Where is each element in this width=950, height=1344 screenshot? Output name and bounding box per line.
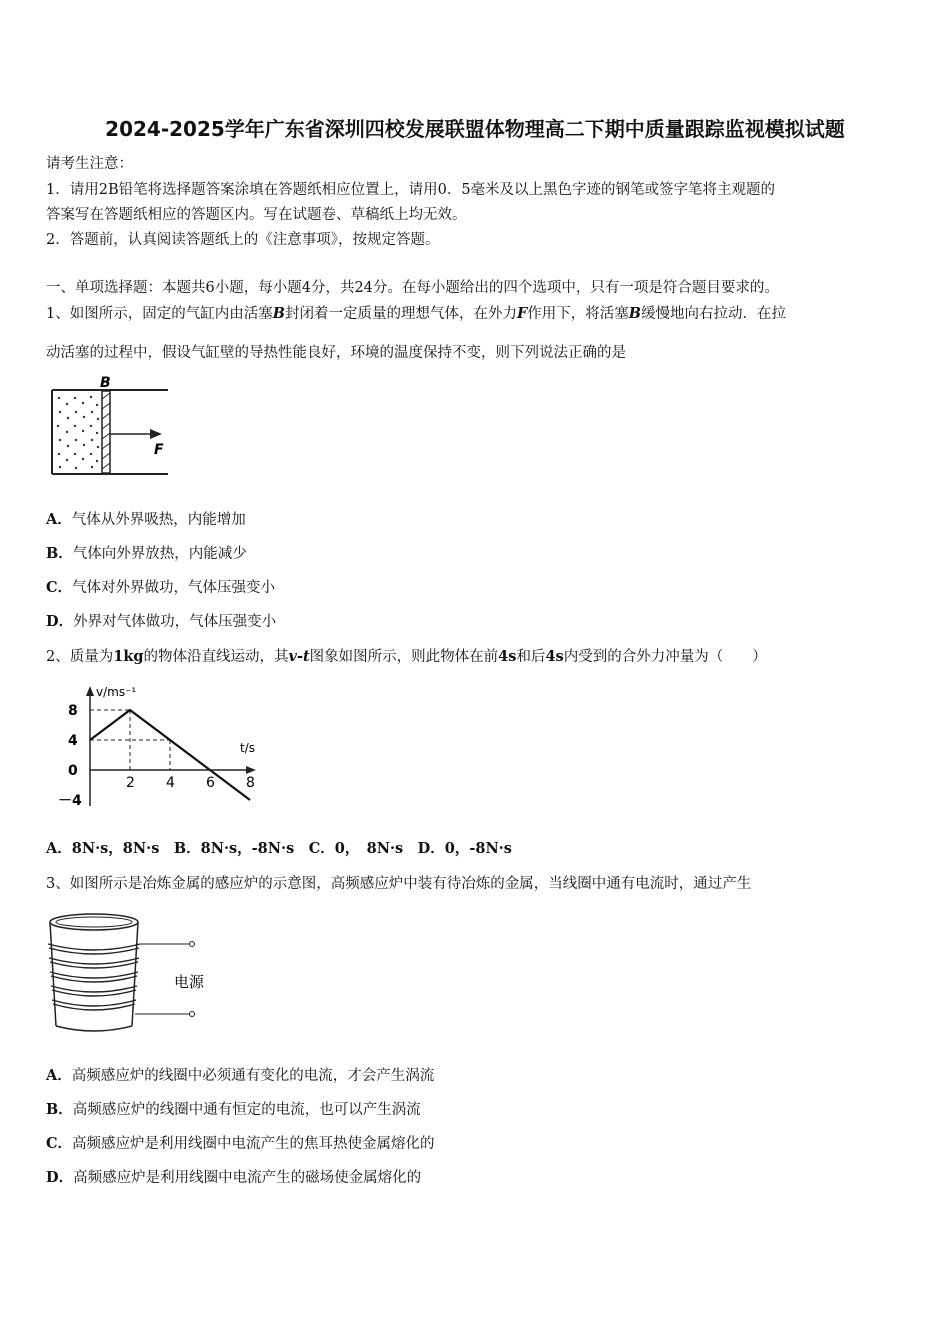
- guide-lines: [90, 710, 170, 770]
- q2-stem: 2、质量为1kg的物体沿直线运动，其v-t图象如图所示，则此物体在前4s和后4s内受到的合外力冲量为（ ）: [46, 648, 767, 665]
- terminal-bottom: [190, 1012, 195, 1017]
- cylinder-diagram: [46, 372, 176, 482]
- q1-var-b2: B: [628, 305, 642, 322]
- q1-var-f: F: [517, 305, 528, 322]
- q1-option-a: A．气体从外界吸热，内能增加: [46, 511, 246, 528]
- q3-option-d: D．高频感应炉是利用线圈中电流产生的磁场使金属熔化的: [46, 1169, 422, 1186]
- x-axis-arrow: [246, 766, 256, 774]
- q1-stem-line2: 动活塞的过程中，假设气缸壁的导热性能良好，环境的温度保持不变，则下列说法正确的是: [46, 345, 626, 361]
- x-tick-label-2: 2: [126, 775, 135, 791]
- q1-option-b: B．气体向外界放热，内能减少: [46, 545, 247, 562]
- label-b: B: [100, 375, 111, 391]
- q3-stem: 3、如图所示是冶炼金属的感应炉的示意图，高频感应炉中装有待冶炼的金属，当线圈中通有电流时，通过产生: [46, 876, 752, 892]
- y-tick-label--4: －4: [58, 793, 82, 809]
- q3-option-a: A．高频感应炉的线圈中必须通有变化的电流，才会产生涡流: [46, 1067, 435, 1084]
- q1-var-b: B: [272, 305, 285, 322]
- y-tick-label-4: 4: [68, 733, 78, 749]
- notice-line-1a: 1．请用2B铅笔将选择题答案涂填在答题纸相应位置上，请用0．5毫米及以上黑色字迹的钢笔或签字笔将主观题的: [46, 182, 776, 198]
- q1-stem-c: 作用下，将活塞: [527, 306, 629, 322]
- force-arrow-head: [150, 429, 162, 439]
- notice-line-2: 2．答题前，认真阅读答题纸上的《注意事项》，按规定答题。: [46, 232, 440, 248]
- x-tick-label-8: 8: [246, 775, 255, 791]
- furnace-rim: [50, 914, 138, 930]
- terminal-top: [190, 942, 195, 947]
- furnace-bottom: [56, 1026, 132, 1031]
- power-label: 电源: [174, 973, 205, 991]
- section-heading: 一、单项选择题：本题共6小题，每小题4分，共24分。在每小题给出的四个选项中，只有一项是符合题目要求的。: [46, 280, 779, 296]
- y-tick-label-0: 0: [68, 763, 78, 779]
- q3-option-c: C．高频感应炉是利用线圈中电流产生的焦耳热使金属熔化的: [46, 1135, 435, 1152]
- x-tick-label-6: 6: [206, 775, 215, 791]
- q1-option-d: D．外界对气体做功，气体压强变小: [46, 613, 277, 630]
- q1-option-c: C．气体对外界做功，气体压强变小: [46, 579, 276, 596]
- x-axis-label: t/s: [240, 741, 255, 755]
- q3-option-b: B．高频感应炉的线圈中通有恒定的电流，也可以产生涡流: [46, 1101, 421, 1118]
- page-title: 2024-2025学年广东省深圳四校发展联盟体物理高二下期中质量跟踪监视模拟试题: [105, 117, 845, 141]
- y-ticks: [58, 703, 82, 809]
- q1-stem-b: 封闭着一定质量的理想气体，在外力: [285, 306, 517, 322]
- label-f: F: [154, 442, 164, 458]
- induction-furnace-diagram: [44, 910, 224, 1036]
- gas-dots: [57, 396, 99, 469]
- q1-stem-a: 1、如图所示，固定的气缸内由活塞: [46, 306, 273, 322]
- x-tick-label-4: 4: [166, 775, 175, 791]
- notice-heading: 请考生注意：: [46, 156, 133, 172]
- q1-stem-line1: [46, 302, 786, 323]
- q2-options: A．8N·s，8N·s B．8N·s，-8N·s C．0， 8N·s D．0，-8N·s: [46, 840, 512, 857]
- y-axis-arrow: [86, 686, 94, 696]
- y-axis-label: v/ms⁻¹: [96, 685, 137, 699]
- y-tick-label-8: 8: [68, 703, 78, 719]
- coil-windings: [48, 944, 140, 1010]
- vt-chart: [56, 682, 266, 812]
- notice-line-1b: 答案写在答题纸相应的答题区内。写在试题卷、草稿纸上均无效。: [46, 207, 467, 223]
- q1-stem-d: 缓慢地向右拉动．在拉: [641, 306, 787, 322]
